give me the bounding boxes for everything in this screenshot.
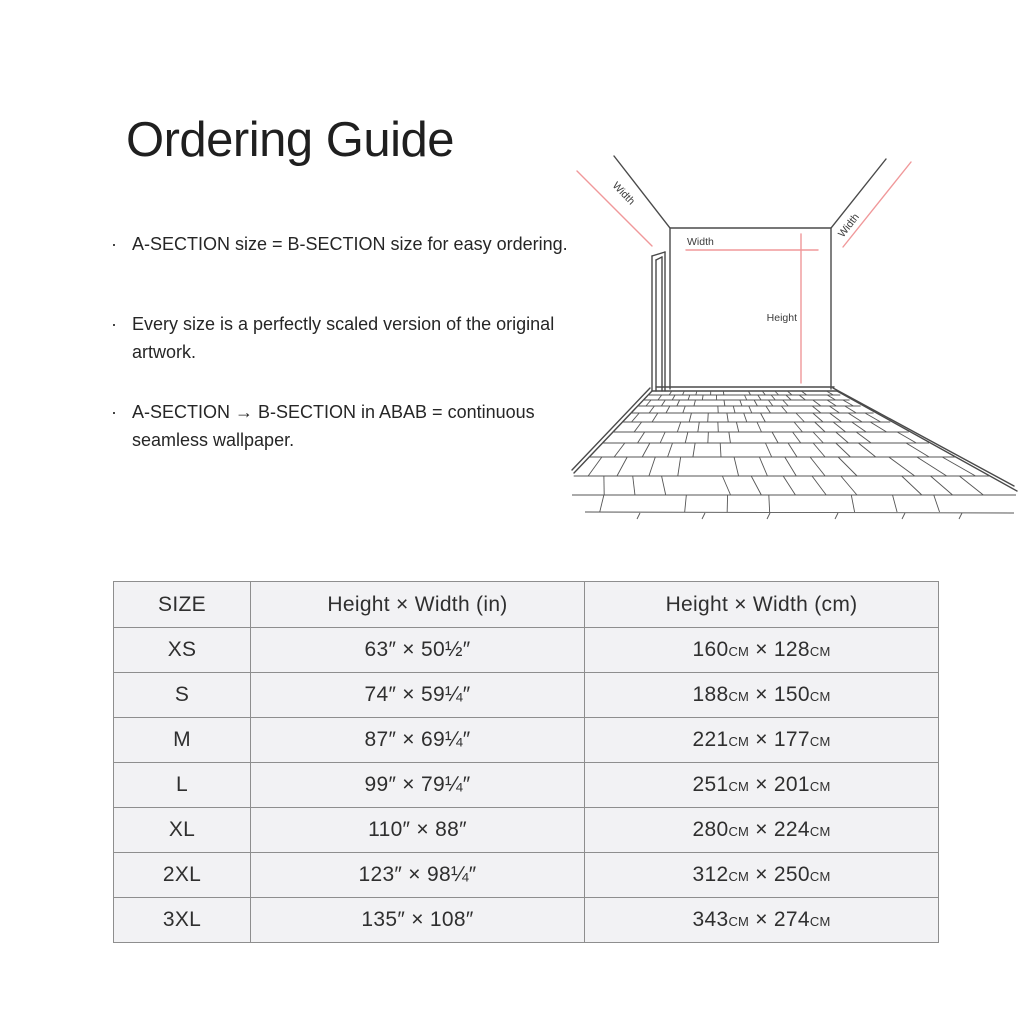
table-header-row xyxy=(114,582,939,628)
table-row xyxy=(114,853,939,898)
bullet-text: Every size is a perfectly scaled version of the original artwork. xyxy=(132,314,555,362)
cm-unit: CM xyxy=(809,824,831,839)
width-label-left-wall: Width xyxy=(609,179,638,208)
cm-unit: CM xyxy=(728,689,750,704)
bullet-text: A-SECTION size = B-SECTION size for easy ordering. xyxy=(132,234,568,254)
size-table xyxy=(113,581,939,943)
bullet-marker: · xyxy=(111,402,117,422)
cm-cell: 280CM × 224CM xyxy=(585,808,939,853)
bullet-item xyxy=(107,310,585,366)
bullet-text: A-SECTION → B-SECTION in ABAB = continuous seamless wallpaper. xyxy=(132,402,535,450)
inches-cell: 63″ × 50½″ xyxy=(251,628,585,673)
room-perspective-diagram xyxy=(560,130,1024,530)
size-cell: 2XL xyxy=(114,853,251,898)
cm-cell: 188CM × 150CM xyxy=(585,673,939,718)
cm-cell: 160CM × 128CM xyxy=(585,628,939,673)
table-row xyxy=(114,763,939,808)
cm-unit: CM xyxy=(809,644,831,659)
inches-cell: 123″ × 98¼″ xyxy=(251,853,585,898)
inches-cell: 110″ × 88″ xyxy=(251,808,585,853)
cm-unit: CM xyxy=(728,824,750,839)
bullet-item xyxy=(107,398,585,454)
cm-unit: CM xyxy=(809,734,831,749)
table-row xyxy=(114,628,939,673)
inches-cell: 99″ × 79¼″ xyxy=(251,763,585,808)
width-label-back-wall: Width xyxy=(687,236,714,248)
bullet-item xyxy=(107,230,585,258)
inches-column-header: Height × Width (in) xyxy=(251,582,585,628)
cm-unit: CM xyxy=(728,779,750,794)
table-row xyxy=(114,898,939,943)
size-cell: L xyxy=(114,763,251,808)
inches-cell: 74″ × 59¼″ xyxy=(251,673,585,718)
cm-unit: CM xyxy=(809,689,831,704)
cm-unit: CM xyxy=(728,914,750,929)
floor-tiles xyxy=(572,391,1016,519)
cm-unit: CM xyxy=(728,869,750,884)
door xyxy=(652,252,665,391)
cm-cell: 312CM × 250CM xyxy=(585,853,939,898)
cm-cell: 343CM × 274CM xyxy=(585,898,939,943)
size-column-header: SIZE xyxy=(114,582,251,628)
bullet-marker: · xyxy=(111,314,117,334)
cm-unit: CM xyxy=(809,779,831,794)
height-label-back-wall: Height xyxy=(766,312,797,324)
inches-cell: 135″ × 108″ xyxy=(251,898,585,943)
cm-column-header: Height × Width (cm) xyxy=(585,582,939,628)
table-row xyxy=(114,673,939,718)
page-title: Ordering Guide xyxy=(126,113,455,167)
bullet-marker: · xyxy=(111,234,117,254)
size-cell: S xyxy=(114,673,251,718)
cm-unit: CM xyxy=(809,914,831,929)
size-table-body xyxy=(114,628,939,943)
cm-cell: 251CM × 201CM xyxy=(585,763,939,808)
inches-cell: 87″ × 69¼″ xyxy=(251,718,585,763)
cm-unit: CM xyxy=(728,734,750,749)
cm-unit: CM xyxy=(809,869,831,884)
table-row xyxy=(114,808,939,853)
table-row xyxy=(114,718,939,763)
size-cell: 3XL xyxy=(114,898,251,943)
cm-cell: 221CM × 177CM xyxy=(585,718,939,763)
size-cell: XS xyxy=(114,628,251,673)
cm-unit: CM xyxy=(728,644,750,659)
size-cell: M xyxy=(114,718,251,763)
size-cell: XL xyxy=(114,808,251,853)
width-label-right-wall: Width xyxy=(835,211,862,240)
